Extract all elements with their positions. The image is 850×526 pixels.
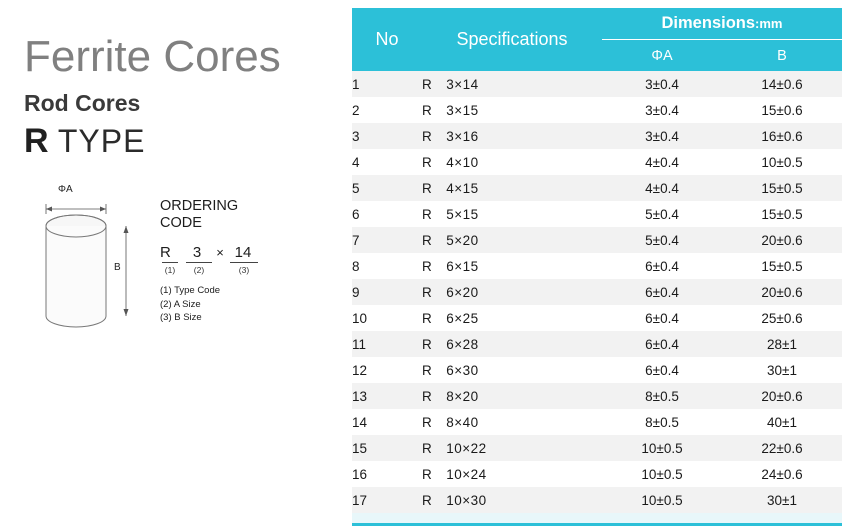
cell-no: 9 (352, 279, 422, 305)
cell-spec-size: 8×20 (446, 388, 479, 404)
code-index-2: (2) (193, 265, 205, 275)
header-dimensions-unit: :mm (755, 16, 783, 31)
code-part-type: R (160, 244, 171, 261)
cell-specification (422, 279, 602, 305)
cell-no: 10 (352, 305, 422, 331)
cell-spec-size: 6×15 (446, 258, 479, 274)
table-row (352, 71, 842, 97)
cell-dimension-a: 4±0.4 (602, 149, 722, 175)
cell-spec-size: 10×24 (446, 466, 487, 482)
legend-item-3: (3) B Size (160, 312, 202, 323)
table-row (352, 201, 842, 227)
cell-dimension-b: 15±0.5 (722, 175, 842, 201)
cell-dimension-a: 10±0.5 (602, 461, 722, 487)
header-specifications: Specifications (422, 8, 602, 71)
code-index-numbers (160, 265, 340, 275)
cell-dimension-a: 10±0.5 (602, 487, 722, 513)
ordering-heading-line2: CODE (160, 215, 202, 231)
cell-dimension-b: 25±0.6 (722, 305, 842, 331)
legend-item-2: (2) A Size (160, 298, 201, 310)
cell-dimension-a: 3±0.4 (602, 71, 722, 97)
code-underlines (160, 262, 340, 263)
cell-spec-size: 6×28 (446, 336, 479, 352)
cell-dimension-b: 14±0.6 (722, 71, 842, 97)
cell-no: 15 (352, 435, 422, 461)
cell-spec-size: 6×20 (446, 284, 479, 300)
cell-spec-type: R (422, 362, 433, 378)
cell-spec-size: 10×30 (446, 492, 487, 508)
cell-spec-size: 5×20 (446, 232, 479, 248)
table-row (352, 305, 842, 331)
header-col-a: ΦA (602, 40, 722, 72)
cell-dimension-b: 28±1 (722, 331, 842, 357)
cell-spec-type: R (422, 180, 433, 196)
cell-dimension-b: 40±1 (722, 409, 842, 435)
cell-dimension-a: 6±0.4 (602, 279, 722, 305)
code-index-1: (1) (164, 265, 176, 275)
subtitle: Rod Cores (24, 90, 141, 116)
cell-no: 5 (352, 175, 422, 201)
cell-spec-type: R (422, 466, 433, 482)
code-index-3: (3) (238, 265, 250, 275)
cell-dimension-b: 20±0.6 (722, 227, 842, 253)
header-dimensions-label: Dimensions (661, 14, 756, 32)
rod-core-diagram (18, 186, 148, 346)
header-col-b: B (722, 40, 842, 72)
cell-dimension-b: 15±0.5 (722, 253, 842, 279)
cell-spec-size: 4×10 (446, 154, 479, 170)
table-row (352, 149, 842, 175)
cell-spec-type: R (422, 440, 433, 456)
cell-dimension-b: 22±0.6 (722, 435, 842, 461)
header-dimensions (602, 8, 842, 40)
code-part-b: 14 (234, 244, 252, 261)
cell-no: 7 (352, 227, 422, 253)
cell-dimension-b: 15±0.5 (722, 201, 842, 227)
cell-spec-type: R (422, 310, 433, 326)
table-row (352, 487, 842, 513)
cell-specification (422, 175, 602, 201)
cell-spec-size: 3×15 (446, 102, 479, 118)
cell-dimension-a: 8±0.5 (602, 409, 722, 435)
table-row (352, 175, 842, 201)
cell-spec-type: R (422, 492, 433, 508)
table-row (352, 97, 842, 123)
cell-dimension-b: 30±1 (722, 357, 842, 383)
table-row (352, 253, 842, 279)
table-row (352, 331, 842, 357)
cell-specification (422, 97, 602, 123)
cell-spec-size: 10×22 (446, 440, 487, 456)
cell-specification (422, 305, 602, 331)
table-row (352, 227, 842, 253)
cell-spec-type: R (422, 284, 433, 300)
cell-dimension-a: 6±0.4 (602, 305, 722, 331)
cell-spec-size: 4×15 (446, 180, 479, 196)
cell-spec-type: R (422, 154, 433, 170)
cell-dimension-b: 15±0.6 (722, 97, 842, 123)
type-heading (24, 122, 145, 161)
cell-spec-size: 6×30 (446, 362, 479, 378)
cell-specification (422, 487, 602, 513)
cell-specification (422, 71, 602, 97)
cell-dimension-a: 3±0.4 (602, 123, 722, 149)
diagram-label-b: B (114, 262, 121, 273)
cell-dimension-a: 5±0.4 (602, 201, 722, 227)
table-row (352, 279, 842, 305)
code-part-a: 3 (192, 244, 202, 261)
code-underline-1 (162, 262, 178, 263)
table-footer-bar (352, 513, 842, 526)
table-row (352, 357, 842, 383)
table-row (352, 461, 842, 487)
cell-spec-type: R (422, 128, 433, 144)
diagram-label-a: ΦA (58, 184, 73, 195)
cell-dimension-a: 4±0.4 (602, 175, 722, 201)
cell-no: 17 (352, 487, 422, 513)
cell-dimension-a: 8±0.5 (602, 383, 722, 409)
cell-spec-type: R (422, 102, 433, 118)
cell-specification (422, 383, 602, 409)
table-row (352, 435, 842, 461)
cell-no: 3 (352, 123, 422, 149)
cell-spec-type: R (422, 258, 433, 274)
cell-spec-size: 5×15 (446, 206, 479, 222)
cell-spec-type: R (422, 336, 433, 352)
table-body (352, 71, 842, 513)
cell-spec-size: 6×25 (446, 310, 479, 326)
cell-dimension-b: 20±0.6 (722, 279, 842, 305)
cell-spec-type: R (422, 206, 433, 222)
legend-item-1: (1) Type Code (160, 285, 221, 296)
cell-specification (422, 227, 602, 253)
cell-specification (422, 357, 602, 383)
cell-no: 14 (352, 409, 422, 435)
ordering-code-sample (160, 244, 340, 261)
table-header-row-1 (352, 8, 842, 40)
code-underline-2 (186, 262, 212, 263)
code-underline-3 (230, 262, 258, 263)
cell-dimension-a: 6±0.4 (602, 253, 722, 279)
cell-specification (422, 201, 602, 227)
cell-spec-size: 3×16 (446, 128, 479, 144)
cell-specification (422, 435, 602, 461)
cell-no: 16 (352, 461, 422, 487)
cell-spec-type: R (422, 414, 433, 430)
cell-dimension-b: 20±0.6 (722, 383, 842, 409)
ordering-code-block (160, 198, 340, 325)
cell-spec-size: 3×14 (446, 76, 479, 92)
cell-dimension-a: 5±0.4 (602, 227, 722, 253)
cell-dimension-b: 24±0.6 (722, 461, 842, 487)
cell-spec-type: R (422, 232, 433, 248)
specifications-table (352, 8, 842, 513)
table-head (352, 8, 842, 71)
cell-specification (422, 331, 602, 357)
code-multiply-sign: × (216, 245, 224, 260)
cell-specification (422, 149, 602, 175)
cell-no: 4 (352, 149, 422, 175)
cell-dimension-b: 16±0.6 (722, 123, 842, 149)
table-row (352, 123, 842, 149)
cell-specification (422, 461, 602, 487)
cell-no: 1 (352, 71, 422, 97)
cell-dimension-b: 30±1 (722, 487, 842, 513)
table-row (352, 409, 842, 435)
cell-spec-size: 8×40 (446, 414, 479, 430)
cell-dimension-b: 10±0.5 (722, 149, 842, 175)
cell-no: 11 (352, 331, 422, 357)
cell-specification (422, 123, 602, 149)
ordering-heading-line1: ORDERING (160, 198, 239, 214)
cell-specification (422, 253, 602, 279)
cell-no: 12 (352, 357, 422, 383)
specifications-table-wrapper (352, 8, 842, 526)
cell-no: 6 (352, 201, 422, 227)
cell-no: 2 (352, 97, 422, 123)
cell-dimension-a: 6±0.4 (602, 331, 722, 357)
cell-dimension-a: 10±0.5 (602, 435, 722, 461)
left-info-panel (0, 0, 350, 498)
type-heading-letter: R (24, 122, 49, 160)
cell-dimension-a: 6±0.4 (602, 357, 722, 383)
cell-specification (422, 409, 602, 435)
cell-no: 13 (352, 383, 422, 409)
cell-spec-type: R (422, 76, 433, 92)
type-heading-rest: TYPE (48, 123, 146, 159)
page-title: Ferrite Cores (24, 32, 281, 81)
table-row (352, 383, 842, 409)
cell-spec-type: R (422, 388, 433, 404)
cell-dimension-a: 3±0.4 (602, 97, 722, 123)
cell-no: 8 (352, 253, 422, 279)
header-no: No (352, 8, 422, 71)
ordering-legend (160, 284, 340, 325)
